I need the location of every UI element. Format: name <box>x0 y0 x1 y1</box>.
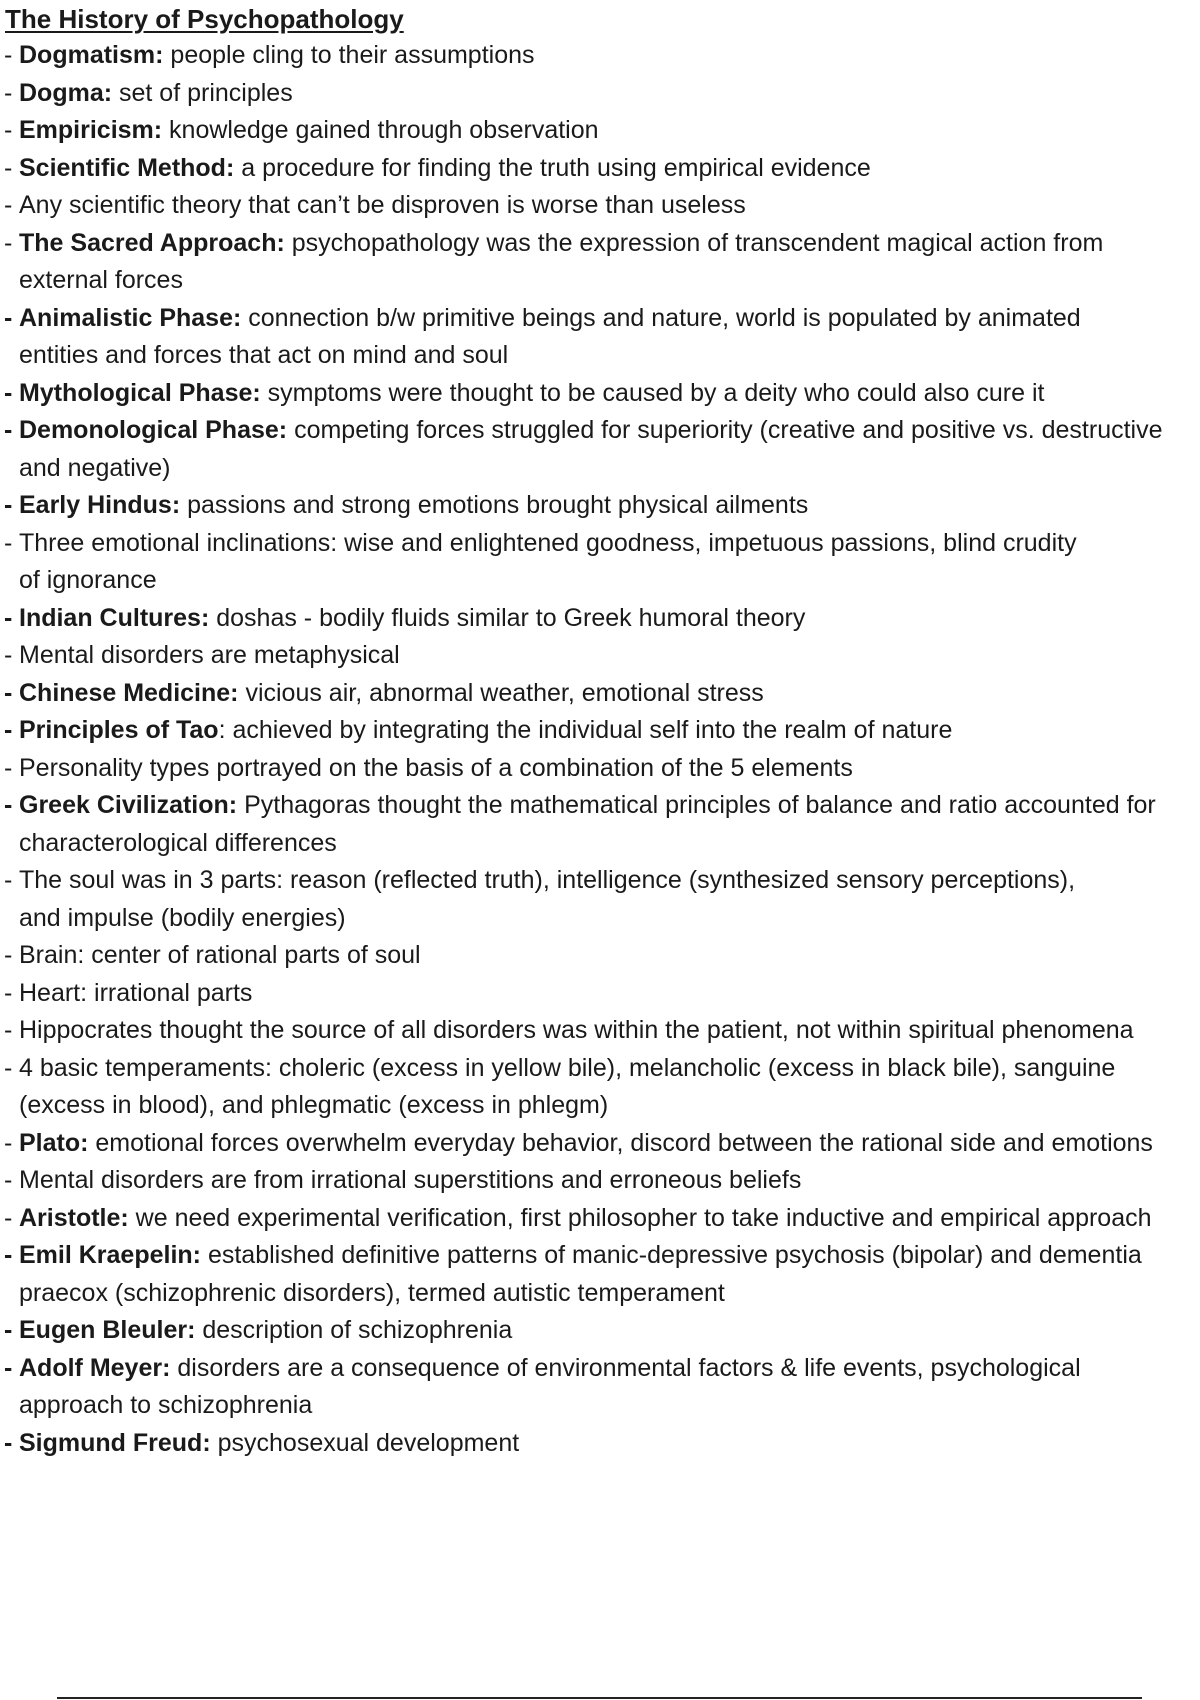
definition: symptoms were thought to be caused by a deity who could also cure it <box>260 378 1045 407</box>
bullet-dash: - <box>4 78 13 107</box>
note-text-line: of ignorance <box>19 566 157 594</box>
bullet-dash: - <box>4 1166 13 1194</box>
definition: people cling to their assumptions <box>163 41 535 69</box>
list-item <box>0 187 1200 225</box>
definition-line: approach to schizophrenia <box>19 1391 313 1419</box>
list-item <box>0 487 1200 525</box>
term: Dogmatism: <box>19 41 164 69</box>
bullet-dash: - <box>4 941 13 969</box>
bullet-dash: - <box>4 603 13 632</box>
list-item <box>0 412 1199 487</box>
definition: psychosexual development <box>210 1428 520 1457</box>
bullet-dash: - <box>4 978 13 1007</box>
list-item <box>0 37 1200 75</box>
term: Demonological Phase: <box>19 416 288 444</box>
term: Adolf Meyer: <box>19 1353 171 1382</box>
term: The Sacred Approach: <box>19 228 285 257</box>
definition: competing forces struggled for superiority (creative and positive vs. destructive and negative) <box>19 416 1163 482</box>
list-item <box>0 862 1200 937</box>
list-item <box>0 1425 1200 1463</box>
list-item <box>0 712 1200 750</box>
notes-list <box>0 37 1200 1462</box>
note-text: Mental disorders are metaphysical <box>19 641 400 669</box>
term: Eugen Bleuler: <box>19 1316 196 1344</box>
term: Aristotle: <box>19 1203 129 1232</box>
bullet-dash: - <box>4 791 13 819</box>
bullet-dash: - <box>4 1316 13 1344</box>
bullet-dash: - <box>4 1128 13 1157</box>
definition: psychopathology was the expression of transcendent magical action from external forces <box>19 228 1104 294</box>
definition: knowledge gained through observation <box>162 116 599 144</box>
list-item <box>0 1012 1199 1050</box>
list-item <box>0 1237 1199 1312</box>
bullet-dash: - <box>4 866 13 894</box>
page-divider <box>57 1697 1142 1699</box>
term: Animalistic Phase: <box>19 303 242 332</box>
bullet-dash: - <box>4 1053 13 1082</box>
bullet-dash: - <box>4 1428 13 1457</box>
bullet-dash: - <box>4 116 13 144</box>
note-text-line: The soul was in 3 parts: reason (reflected truth), intelligence (synthesized sensory perceptions), <box>19 866 1076 894</box>
bullet-dash: - <box>4 678 13 707</box>
bullet-dash: - <box>4 716 13 744</box>
definition: emotional forces overwhelm everyday behavior, discord between the rational side and emotions <box>88 1128 1153 1157</box>
definition: passions and strong emotions brought physical ailments <box>180 491 809 519</box>
list-item <box>0 1050 1199 1125</box>
bullet-dash: - <box>4 528 13 557</box>
bullet-dash: - <box>4 303 13 332</box>
list-item <box>0 300 1200 375</box>
bullet-dash: - <box>4 416 13 444</box>
bullet-dash: - <box>4 41 13 69</box>
definition-line: disorders are a consequence of environmental factors & life events, psychological <box>177 1353 1081 1382</box>
note-text: Mental disorders are from irrational superstitions and erroneous beliefs <box>19 1166 802 1194</box>
definition: established definitive patterns of manic-depressive psychosis (bipolar) and dementia praecox (schizophrenic disorders), termed autistic temperament <box>19 1241 1142 1307</box>
term: Chinese Medicine: <box>19 678 239 707</box>
list-item <box>0 1125 1199 1163</box>
list-item <box>0 750 1200 788</box>
list-item <box>0 75 1200 113</box>
list-item <box>0 1162 1200 1200</box>
bullet-dash: - <box>4 641 13 669</box>
bullet-dash: - <box>4 753 13 782</box>
bullet-dash: - <box>4 1016 13 1044</box>
term: Dogma: <box>19 78 113 107</box>
list-item <box>0 1200 1199 1238</box>
definition: a procedure for finding the truth using empirical evidence <box>234 153 871 182</box>
term: Principles of Tao <box>19 716 219 744</box>
bullet-dash: - <box>4 378 13 407</box>
term: Empiricism: <box>19 116 163 144</box>
definition: set of principles <box>112 78 293 107</box>
term: Greek Civilization: <box>19 791 238 819</box>
term: Indian Cultures: <box>19 603 210 632</box>
note-text: 4 basic temperaments: choleric (excess in yellow bile), melancholic (excess in black bile), sanguine (excess in blood), and phlegmatic (excess in phlegm) <box>19 1053 1116 1119</box>
term: Early Hindus: <box>19 491 181 519</box>
definition-line: entities and forces that act on mind and soul <box>19 341 509 369</box>
bullet-dash: - <box>4 153 13 182</box>
list-item <box>0 975 1200 1013</box>
list-item <box>0 787 1199 862</box>
list-item <box>0 637 1200 675</box>
note-text-line: Three emotional inclinations: wise and enlightened goodness, impetuous passions, blind crudity <box>19 528 1077 557</box>
list-item <box>0 150 1200 188</box>
definition: description of schizophrenia <box>195 1316 513 1344</box>
note-text-line: and impulse (bodily energies) <box>19 903 346 932</box>
list-item <box>0 675 1200 713</box>
term: Plato: <box>19 1128 89 1157</box>
definition: Pythagoras thought the mathematical principles of balance and ratio accounted for characterological differences <box>19 791 1156 857</box>
term: Scientific Method: <box>19 153 235 182</box>
bullet-dash: - <box>4 228 13 257</box>
note-text: Personality types portrayed on the basis of a combination of the 5 elements <box>19 753 853 782</box>
note-text: Hippocrates thought the source of all disorders was within the patient, not within spiritual phenomena <box>19 1016 1134 1044</box>
list-item <box>0 225 1199 300</box>
list-item <box>0 525 1200 600</box>
bullet-dash: - <box>4 491 13 519</box>
list-item <box>0 375 1200 413</box>
list-item <box>0 1312 1200 1350</box>
term: Sigmund Freud: <box>19 1428 211 1457</box>
term: Mythological Phase: <box>19 378 261 407</box>
term: Emil Kraepelin: <box>19 1241 201 1269</box>
definition: doshas - bodily fluids similar to Greek humoral theory <box>209 603 806 632</box>
definition: vicious air, abnormal weather, emotional stress <box>238 678 764 707</box>
list-item <box>0 1350 1200 1425</box>
list-item <box>0 112 1200 150</box>
bullet-dash: - <box>4 1353 13 1382</box>
definition: : achieved by integrating the individual self into the realm of nature <box>218 716 953 744</box>
note-text: Heart: irrational parts <box>19 978 253 1007</box>
page-title: The History of Psychopathology <box>5 4 404 34</box>
note-text: Any scientific theory that can’t be disproven is worse than useless <box>19 191 746 219</box>
bullet-dash: - <box>4 191 13 219</box>
bullet-dash: - <box>4 1203 13 1232</box>
bullet-dash: - <box>4 1241 13 1269</box>
list-item <box>0 937 1200 975</box>
definition: we need experimental verification, first philosopher to take inductive and empirical approach <box>128 1203 1152 1232</box>
note-text: Brain: center of rational parts of soul <box>19 941 421 969</box>
definition-line: connection b/w primitive beings and nature, world is populated by animated <box>248 303 1081 332</box>
list-item <box>0 600 1200 638</box>
